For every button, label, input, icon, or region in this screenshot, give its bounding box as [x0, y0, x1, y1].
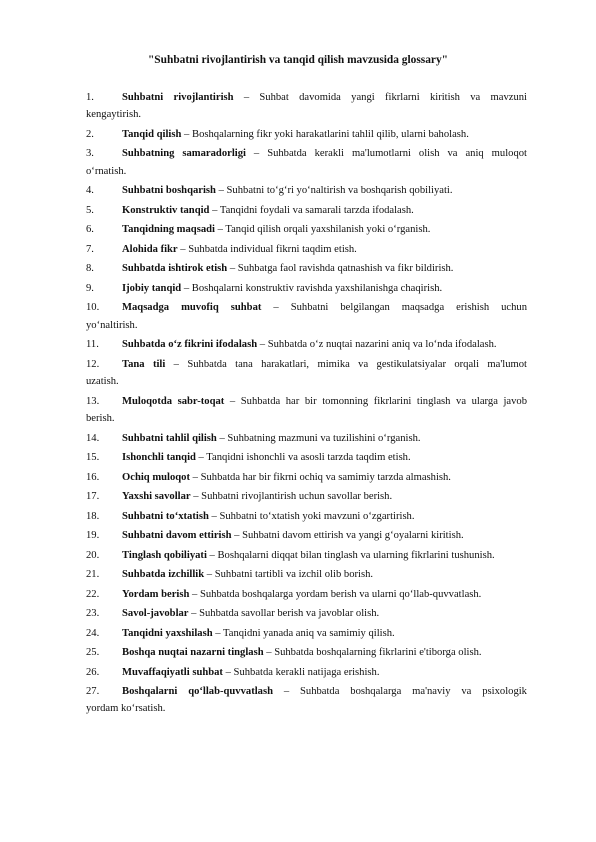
glossary-entry-line [86, 452, 411, 463]
entry-term: Suhbatni tahlil qilish [122, 432, 217, 444]
glossary-entry-line [86, 283, 442, 294]
glossary-list [86, 89, 527, 720]
entry-term: Muloqotda sabr-toqat [122, 395, 225, 407]
glossary-entry-line [86, 359, 527, 370]
glossary-entry-line [86, 550, 495, 561]
glossary-entry [86, 488, 527, 505]
entry-definition: – Suhbatni rivojlantirish uchun savollar berish. [190, 491, 393, 503]
glossary-entry [86, 241, 527, 258]
entry-term: Suhbatni boshqarish [122, 185, 216, 197]
entry-number: 2. [86, 128, 94, 140]
entry-term: Suhbatni to‘xtatish [122, 510, 209, 522]
entry-number: 26. [86, 666, 100, 678]
glossary-entry [86, 605, 527, 622]
glossary-entry-line [86, 472, 451, 483]
glossary-entry [86, 393, 527, 428]
entry-definition-continuation: yordam ko‘rsatish. [86, 703, 166, 715]
entry-term: Tanqidning maqsadi [122, 224, 215, 236]
glossary-entry-line [86, 589, 481, 600]
entry-term: Tanqidni yaxshilash [122, 627, 213, 639]
entry-number: 21. [86, 569, 100, 581]
glossary-entry-line [86, 244, 357, 255]
entry-term: Boshqa nuqtai nazarni tinglash [122, 647, 264, 659]
glossary-entry [86, 664, 527, 681]
glossary-entry-line [86, 608, 379, 619]
glossary-entry-line [86, 302, 527, 313]
glossary-entry [86, 566, 527, 583]
glossary-entry-line [86, 433, 421, 444]
glossary-entry [86, 527, 527, 544]
glossary-entry [86, 683, 527, 718]
glossary-entry-line [86, 339, 497, 350]
entry-definition: – Suhbatni to‘g‘ri yo‘naltirish va boshqarish qobiliyati. [215, 185, 453, 197]
entry-term: Maqsadga muvofiq suhbat [122, 302, 262, 314]
entry-number: 12. [86, 358, 100, 370]
entry-definition: – Suhbatda savollar berish va javoblar olish. [188, 608, 380, 620]
glossary-entry-line [86, 628, 395, 639]
entry-number: 9. [86, 282, 94, 294]
glossary-entry-line [86, 185, 453, 196]
entry-term: Ijobiy tanqid [122, 282, 182, 294]
glossary-entry-line [86, 491, 392, 502]
glossary-entry [86, 145, 527, 180]
glossary-entry [86, 644, 527, 661]
entry-term: Tinglash qobiliyati [122, 549, 207, 561]
entry-definition: – Boshqalarning fikr yoki harakatlarini tahlil qilib, ularni baholash. [181, 128, 469, 140]
glossary-entry-line [86, 92, 527, 103]
glossary-entry [86, 336, 527, 353]
entry-definition-continuation: uzatish. [86, 376, 119, 388]
glossary-entry [86, 469, 527, 486]
entry-number: 8. [86, 263, 94, 275]
entry-number: 5. [86, 204, 94, 216]
entry-number: 20. [86, 549, 100, 561]
document-title: "Suhbatni rivojlantirish va tanqid qilish mavzusida glossary" [147, 54, 449, 66]
entry-number: 22. [86, 588, 100, 600]
entry-term: Savol-javoblar [122, 608, 189, 620]
glossary-entry [86, 586, 527, 603]
glossary-entry [86, 260, 527, 277]
entry-number: 7. [86, 243, 94, 255]
entry-definition: – Suhbatni tartibli va izchil olib borish. [204, 569, 374, 581]
glossary-entry-line [86, 530, 464, 541]
entry-term: Muvaffaqiyatli suhbat [122, 666, 223, 678]
glossary-entry [86, 449, 527, 466]
entry-definition: – Suhbatda boshqalarning fikrlarini e'tiborga olish. [263, 647, 482, 659]
entry-number: 18. [86, 510, 100, 522]
entry-term: Tana tili [122, 358, 166, 370]
entry-term: Suhbatning samaradorligi [122, 148, 246, 160]
entry-definition: – Boshqalarni diqqat bilan tinglash va ularning fikrlarini tushunish. [206, 549, 495, 561]
glossary-entry [86, 299, 527, 334]
entry-definition: – Suhbatda individual fikrni taqdim etish. [177, 243, 357, 255]
entry-number: 27. [86, 686, 100, 698]
glossary-entry [86, 508, 527, 525]
entry-definition: – Suhbatning mazmuni va tuzilishini o‘rganish. [216, 432, 421, 444]
glossary-entry-line [86, 686, 527, 697]
entry-number: 17. [86, 491, 100, 503]
entry-definition-continuation: berish. [86, 413, 115, 425]
entry-number: 15. [86, 452, 100, 464]
entry-number: 3. [86, 148, 94, 160]
entry-definition: – Tanqid qilish orqali yaxshilanish yoki o‘rganish. [214, 224, 431, 236]
entry-definition: – Suhbatda tana harakatlari, mimika va gestikulatsiyalar orqali ma'lumot [165, 358, 527, 370]
glossary-entry-line [86, 263, 453, 274]
entry-term: Konstruktiv tanqid [122, 204, 210, 216]
entry-term: Yaxshi savollar [122, 491, 191, 503]
entry-definition: – Suhbatda kerakli ma'lumotlarni olish va aniq muloqot [245, 148, 527, 160]
entry-definition: – Tanqidni ishonchli va asosli tarzda taqdim etish. [195, 452, 411, 464]
glossary-entry [86, 547, 527, 564]
glossary-entry [86, 430, 527, 447]
glossary-entry [86, 625, 527, 642]
entry-definition: – Suhbatda boshqalarga yordam berish va ularni qo‘llab-quvvatlash. [189, 588, 482, 600]
entry-definition-continuation: kengaytirish. [86, 109, 142, 121]
entry-definition: – Suhbatni belgilangan maqsadga erishish uchun [261, 302, 528, 314]
entry-definition-continuation: o‘rnatish. [86, 165, 127, 177]
entry-number: 24. [86, 627, 100, 639]
glossary-entry-line [86, 224, 430, 235]
entry-definition: – Suhbatni davom ettirish va yangi g‘oyalarni kiritish. [231, 530, 464, 542]
entry-number: 10. [86, 302, 100, 314]
entry-term: Alohida fikr [122, 243, 178, 255]
entry-definition: – Suhbatda boshqalarga ma'naviy va psixologik [272, 686, 527, 698]
glossary-entry-line [86, 129, 469, 140]
entry-number: 23. [86, 608, 100, 620]
glossary-entry [86, 280, 527, 297]
glossary-entry-line [86, 647, 482, 658]
glossary-entry-line [86, 396, 527, 407]
glossary-entry [86, 182, 527, 199]
entry-number: 19. [86, 530, 100, 542]
entry-definition: – Boshqalarni konstruktiv ravishda yaxshilanishga chaqirish. [181, 282, 443, 294]
entry-definition: – Suhbatga faol ravishda qatnashish va fikr bildirish. [227, 263, 454, 275]
glossary-entry-line [86, 569, 373, 580]
glossary-entry [86, 356, 527, 391]
glossary-entry [86, 221, 527, 238]
entry-term: Suhbatni rivojlantirish [122, 92, 234, 103]
glossary-entry-line [86, 667, 379, 678]
glossary-entry-line [86, 148, 527, 159]
entry-definition-continuation: yo‘naltirish. [86, 319, 138, 331]
entry-number: 25. [86, 647, 100, 659]
entry-term: Ishonchli tanqid [122, 452, 196, 464]
entry-term: Yordam berish [122, 588, 190, 600]
glossary-entry [86, 202, 527, 219]
entry-number: 6. [86, 224, 94, 236]
entry-definition: – Suhbatda o‘z nuqtai nazarini aniq va lo‘nda ifodalash. [257, 339, 497, 351]
glossary-entry [86, 126, 527, 143]
entry-term: Suhbatda ishtirok etish [122, 263, 228, 275]
entry-term: Suhbatda o‘z fikrini ifodalash [122, 339, 258, 351]
glossary-entry [86, 89, 527, 124]
entry-number: 4. [86, 185, 94, 197]
entry-definition: – Suhbatda har bir tomonning fikrlarini tinglash va ularga javob [224, 395, 528, 407]
entry-term: Ochiq muloqot [122, 471, 190, 483]
entry-definition: – Tanqidni foydali va samarali tarzda ifodalash. [209, 204, 414, 216]
entry-definition: – Suhbat davomida yangi fikrlarni kiritish va mavzuni [233, 92, 528, 103]
entry-term: Tanqid qilish [122, 128, 182, 140]
glossary-entry-line [86, 511, 415, 522]
entry-number: 11. [86, 339, 99, 351]
glossary-entry-line [86, 205, 414, 216]
entry-number: 13. [86, 395, 100, 407]
entry-term: Suhbatni davom ettirish [122, 530, 232, 542]
entry-definition: – Suhbatda har bir fikrni ochiq va samimiy tarzda almashish. [190, 471, 451, 483]
entry-number: 14. [86, 432, 100, 444]
entry-definition: – Suhbatda kerakli natijaga erishish. [222, 666, 380, 678]
entry-definition: – Tanqidni yanada aniq va samimiy qilish. [212, 627, 395, 639]
entry-term: Boshqalarni qo‘llab-quvvatlash [122, 686, 273, 698]
entry-number: 16. [86, 471, 100, 483]
entry-number: 1. [86, 92, 94, 103]
entry-definition: – Suhbatni to‘xtatish yoki mavzuni o‘zgartirish. [208, 510, 415, 522]
entry-term: Suhbatda izchillik [122, 569, 205, 581]
